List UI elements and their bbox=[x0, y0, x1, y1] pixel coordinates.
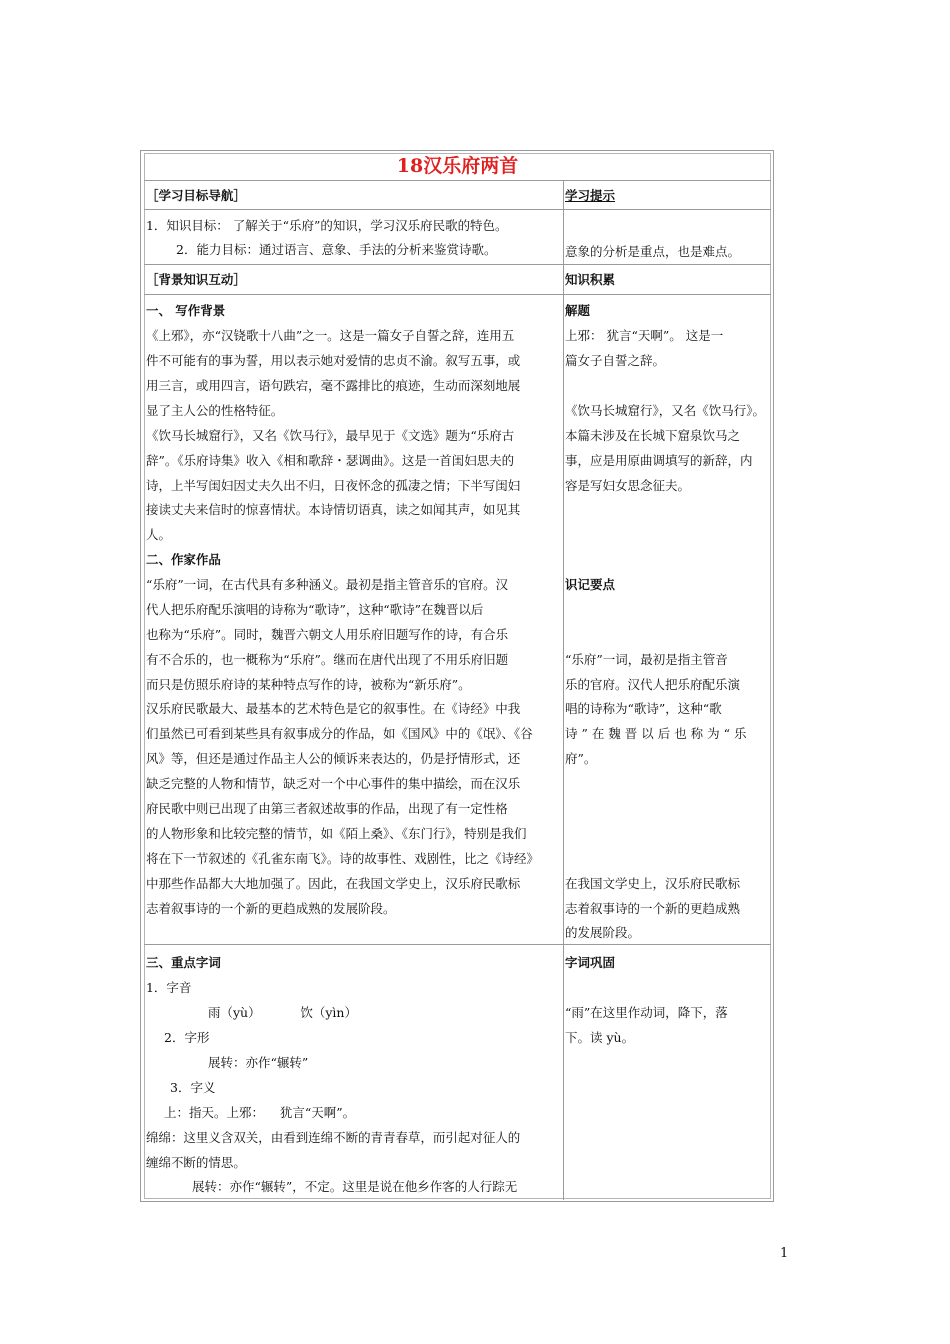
pronunciation-items: 雨（yù） 饮（yìn） bbox=[208, 1005, 357, 1020]
text-line: 接读丈夫来信时的惊喜情状。本诗情切语真，读之如闻其声，如见其 bbox=[146, 502, 521, 517]
text-line: 们虽然已可看到某些具有叙事成分的作品，如《国风》中的《氓》、《谷 bbox=[146, 726, 533, 741]
text-line: 诗，上半写闺妇因丈夫久出不归，日夜怀念的孤凄之情；下半写闺妇 bbox=[146, 478, 521, 493]
meaning-item: 缠绵不断的情思。 bbox=[146, 1155, 246, 1170]
section-heading: 二、作家作品 bbox=[146, 552, 221, 567]
text-line: 风》等，但还是通过作品主人公的倾诉来表达的，仍是抒情形式，还 bbox=[146, 751, 521, 766]
row-divider bbox=[144, 294, 771, 295]
side-line: 的发展阶段。 bbox=[565, 925, 641, 940]
text-line: 汉乐府民歌最大、最基本的艺术特色是它的叙事性。在《诗经》中我 bbox=[146, 701, 521, 716]
goal-knowledge: 1．知识目标： 了解关于“乐府”的知识，学习汉乐府民歌的特色。 bbox=[146, 218, 508, 233]
text-line: 中那些作品都大大地加强了。因此，在我国文学史上，汉乐府民歌标 bbox=[146, 876, 521, 891]
side-line: 容是写妇女思念征夫。 bbox=[565, 478, 691, 493]
side-line: 本篇未涉及在长城下窟泉饮马之 bbox=[565, 428, 741, 443]
knowledge-header: 知识积累 bbox=[565, 272, 616, 287]
side-line: 事，应是用原曲调填写的新辞，内 bbox=[565, 453, 753, 468]
side-heading: 字词巩固 bbox=[565, 955, 616, 970]
background-header: ［背景知识互动］ bbox=[146, 272, 246, 287]
side-line: 上邪： 犹言“天啊”。 这是一 bbox=[565, 328, 724, 343]
text-line: 也称为“乐府”。同时，魏晋六朝文人用乐府旧题写作的诗，有合乐 bbox=[146, 627, 509, 642]
text-line: 《饮马长城窟行》，又名《饮马行》，最早见于《文选》题为“乐府古 bbox=[146, 428, 515, 443]
side-line: 诗 ” 在 魏 晋 以 后 也 称 为 “ 乐 bbox=[565, 726, 747, 741]
side-line: 下。读 yù。 bbox=[565, 1030, 635, 1045]
section-heading: 三、重点字词 bbox=[146, 955, 221, 970]
side-line: 《饮马长城窟行》，又名《饮马行》。 bbox=[565, 403, 766, 418]
text-line: 有不合乐的，也一概称为“乐府”。继而在唐代出现了不用乐府旧题 bbox=[146, 652, 509, 667]
text-line: 件不可能有的事为誓，用以表示她对爱情的忠贞不渝。叙写五事，或 bbox=[146, 353, 521, 368]
side-line: 在我国文学史上，汉乐府民歌标 bbox=[565, 876, 741, 891]
text-line: 志着叙事诗的一个新的更趋成熟的发展阶段。 bbox=[146, 901, 396, 916]
side-line: 唱的诗称为“歌诗”，这种“歌 bbox=[565, 701, 722, 716]
pronunciation-label: 1．字音 bbox=[146, 980, 192, 995]
side-line: “雨”在这里作动词，降下，落 bbox=[565, 1005, 728, 1020]
goals-tip: 意象的分析是重点，也是难点。 bbox=[565, 244, 741, 259]
learning-tips-header: 学习提示 bbox=[565, 188, 616, 203]
text-line: 显了主人公的性格特征。 bbox=[146, 403, 284, 418]
column-divider bbox=[563, 180, 564, 1200]
meaning-item: 展转：亦作“辗转”，不定。这里是说在他乡作客的人行踪无 bbox=[192, 1179, 518, 1194]
page-number: 1 bbox=[780, 1246, 789, 1261]
side-line: 府”。 bbox=[565, 751, 597, 766]
meaning-item: 上：指天。上邪： 犹言“天啊”。 bbox=[164, 1105, 356, 1120]
row-divider bbox=[144, 180, 771, 181]
document-title: 18汉乐府两首 bbox=[396, 155, 519, 177]
text-line: “乐府”一词，在古代具有多种涵义。最初是指主管音乐的官府。汉 bbox=[146, 577, 509, 592]
side-heading: 解题 bbox=[565, 303, 591, 318]
form-label: 2．字形 bbox=[164, 1030, 210, 1045]
side-line: 篇女子自誓之辞。 bbox=[565, 353, 666, 368]
text-line: 用三言，或用四言，语句跌宕，毫不露排比的痕迹，生动而深刻地展 bbox=[146, 378, 521, 393]
side-line: 乐的官府。汉代人把乐府配乐演 bbox=[565, 677, 741, 692]
text-line: 《上邪》，亦“汉铙歌十八曲”之一。这是一篇女子自誓之辞，连用五 bbox=[146, 328, 515, 343]
form-item: 展转：亦作“辗转” bbox=[208, 1055, 309, 1070]
meaning-item: 绵绵：这里义含双关，由看到连绵不断的青青春草，而引起对征人的 bbox=[146, 1130, 521, 1145]
section-heading: 一、 写作背景 bbox=[146, 303, 226, 318]
text-line: 人。 bbox=[146, 527, 171, 542]
text-line: 府民歌中则已出现了由第三者叙述故事的作品，出现了有一定性格 bbox=[146, 801, 508, 816]
text-line: 将在下一节叙述的《孔雀东南飞》。诗的故事性、戏剧性，比之《诗经》 bbox=[146, 851, 539, 866]
row-divider bbox=[144, 209, 771, 210]
text-line: 辞”。《乐府诗集》收入《相和歌辞・瑟调曲》。这是一首闺妇思夫的 bbox=[146, 453, 515, 468]
meaning-label: 3．字义 bbox=[170, 1080, 216, 1095]
goal-ability: 2．能力目标：通过语言、意象、手法的分析来鉴赏诗歌。 bbox=[176, 242, 497, 257]
text-line: 缺乏完整的人物和情节，缺乏对一个中心事件的集中描绘，而在汉乐 bbox=[146, 776, 521, 791]
learning-goals-header: ［学习目标导航］ bbox=[146, 188, 246, 203]
row-divider bbox=[144, 264, 771, 265]
text-line: 代人把乐府配乐演唱的诗称为“歌诗”，这种“歌诗”在魏晋以后 bbox=[146, 602, 484, 617]
side-line: 志着叙事诗的一个新的更趋成熟 bbox=[565, 901, 741, 916]
side-heading: 识记要点 bbox=[565, 577, 616, 592]
side-line: “乐府”一词，最初是指主管音 bbox=[565, 652, 728, 667]
text-line: 而只是仿照乐府诗的某种特点写作的诗，被称为“新乐府”。 bbox=[146, 677, 471, 692]
text-line: 的人物形象和比较完整的情节，如《陌上桑》、《东门行》，特别是我们 bbox=[146, 826, 527, 841]
